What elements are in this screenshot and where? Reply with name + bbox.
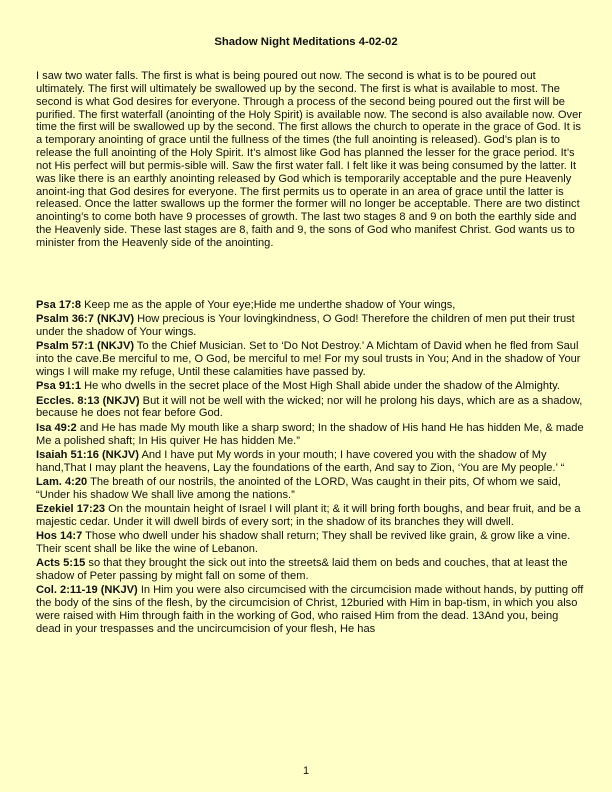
verse-reference: Acts 5:15: [36, 557, 86, 570]
page-number: 1: [302, 765, 310, 777]
verse-text: On the mountain height of Israel I will plant it; & it will bring forth boughs, and bear fruit, and be a majestic cedar. Under it will dwell birds of every sort; in the shadow of its branches they will dwell.: [36, 502, 581, 528]
verse-entry: [36, 584, 584, 636]
verse-text: and He has made My mouth like a sharp sword; In the shadow of His hand He has hidden Me, & made Me a polished shaft; In His quiver He has hidden Me.”: [36, 421, 584, 447]
verse-entry: [36, 422, 584, 448]
verse-text: In Him you were also circumcised with the circumcision made without hands, by putting off the body of the sins of the flesh, by the circumcision of Christ, 12buried with Him in bap-tism, in which you also were raised with Him through faith in the working of God, who raised Him from the dead. 13And you, being dead in your trespasses and the uncircumcision of your flesh, He has: [36, 584, 584, 636]
verse-text: Those who dwell under his shadow shall return; They shall be revived like grain, & grow like a vine. Their scent shall be like the wine of Lebanon.: [36, 530, 571, 555]
verse-text: But it will not be well with the wicked; nor will he prolong his days, which are as a shadow, because he does not fear before God.: [36, 394, 583, 420]
verse-entry: [36, 449, 584, 475]
verse-entry: [36, 557, 584, 583]
document-title: Shadow Night Meditations 4-02-02: [214, 36, 398, 48]
verse-text: The breath of our nostrils, the anointed of the LORD, Was caught in their pits, Of whom we said, “Under his shadow We shall live among the nations.”: [36, 475, 561, 501]
intro-paragraph: I saw two water falls. The first is what is being poured out now. The second is what is to be poured out ultimately. The first will ultimately be swallowed up by the second. The first is what is available to most. The second is what God desires for everyone. Through a process of the second being poured out the first will be purified. The first waterfall (anointing of the Holy Spirit) is available now. The second is also available now. Over time the first will be swallowed up by the second. The first allows the church to operate in the grace of God. It is a temporary anointing of grace until the fullness of the times (the full anointing is released). God’s plan is to release the full anointing of the Holy Spirit. It’s almost like God has planned the lesser for the grace period. It’s not His perfect will but permis-sible will. Saw the first water fall. I felt like it was being consumed by the latter. It was like there is an earthly anointing released by God which is temporarily acceptable and the pure Heavenly anoint-ing that God desires for everyone. The first permits us to operate in an area of grace until the latter is released. Once the latter swallows up the former the former will no longer be acceptable. There are two distinct anointing’s to come both have 9 processes of growth. The last two stages 8 and 9 on both the earthly side and the Heavenly side. These last stages are 8, faith and 9, the sons of God who manifest Christ. God wants us to minister from the Heavenly side of the anointing.: [36, 70, 582, 249]
verse-text: Keep me as the apple of Your eye;Hide me underthe shadow of Your wings,: [81, 299, 456, 311]
verse-reference: Psalm 36:7 (NKJV): [36, 313, 135, 326]
verse-text: To the Chief Musician. Set to ‘Do Not Destroy.’ A Michtam of David when he fled from Saul into the cave.Be merciful to me, O God, be merciful to me! For my soul trusts in You; And in the shadow of Your wings I will make my refuge, Until these calamities have passed by.: [36, 340, 581, 379]
verse-entry: [36, 299, 584, 312]
verse-reference: Ezekiel 17:23: [36, 502, 106, 515]
verse-text: How precious is Your lovingkindness, O God! Therefore the children of men put their trust under the shadow of Your wings.: [36, 313, 575, 339]
verse-text: He who dwells in the secret place of the Most High Shall abide under the shadow of the Almighty.: [81, 380, 560, 393]
verse-reference: Psa 91:1: [36, 380, 82, 393]
verse-reference: Isa 49:2: [36, 421, 77, 434]
verse-reference: Eccles. 8:13 (NKJV): [36, 394, 140, 407]
verse-text: so that they brought the sick out into the streets& laid them on beds and couches, that at least the shadow of Peter passing by might fall on some of them.: [36, 557, 568, 583]
verse-entry: [36, 530, 584, 556]
verse-entry: [36, 395, 584, 421]
verse-entry: [36, 340, 584, 379]
verse-reference: Hos 14:7: [36, 530, 83, 543]
verse-reference: Isaiah 51:16 (NKJV): [36, 448, 139, 461]
verse-reference: Psa 17:8: [36, 299, 82, 311]
verse-entry: [36, 476, 584, 502]
verse-list: [36, 299, 584, 637]
verse-entry: [36, 313, 584, 339]
verse-entry: [36, 380, 584, 393]
verse-reference: Lam. 4:20: [36, 475, 88, 488]
verse-reference: Col. 2:11-19 (NKJV): [36, 584, 138, 597]
verse-text: And I have put My words in your mouth; I have covered you with the shadow of My hand,That I may plant the heavens, Lay the foundations of the earth, And say to Zion, ‘You are My people.’ “: [36, 448, 565, 474]
verse-reference: Psalm 57:1 (NKJV): [36, 340, 135, 353]
verse-entry: [36, 503, 584, 529]
